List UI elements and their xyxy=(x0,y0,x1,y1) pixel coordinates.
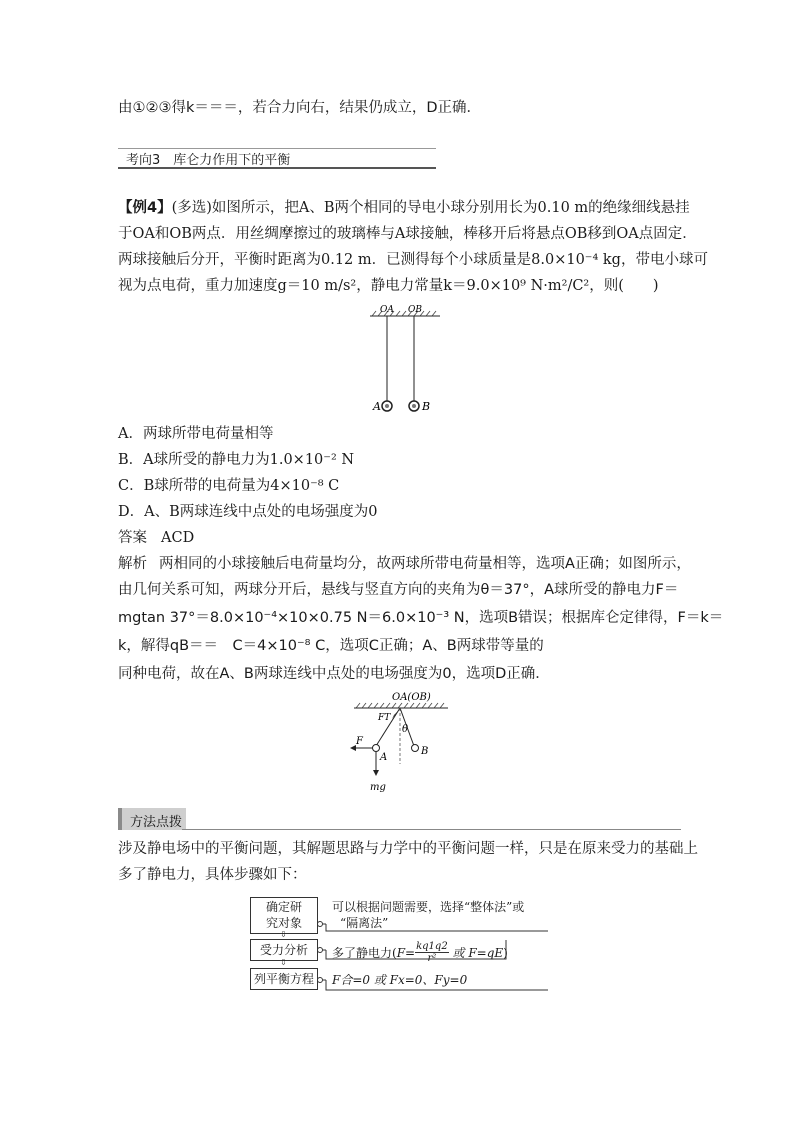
flow-chart xyxy=(250,897,548,993)
flow-step-equation: 列平衡方程 xyxy=(250,968,318,990)
flow-note-force-pre: 多了静电力 xyxy=(332,946,393,960)
flow-step-force-analysis: 受力分析 xyxy=(250,939,318,961)
figure-pendulum-1 xyxy=(360,302,450,416)
analysis-line-2: 由几何关系可知，两球分开后，悬线与竖直方向的夹角为θ＝37°，A球所受的静电力F＝ xyxy=(118,582,679,598)
answer-line xyxy=(118,528,194,548)
flow-down-arrow-1: ⇩ xyxy=(280,930,287,939)
flow-step-identify-line1: 确定研 xyxy=(265,900,302,914)
option-a: A．两球所带电荷量相等 xyxy=(118,426,274,442)
option-d: D．A、B两球连线中点处的电场强度为0 xyxy=(118,504,378,520)
flow-fraction-den: r² xyxy=(427,953,437,964)
example-line-4: 视为点电荷，重力加速度g＝10 m/s²，静电力常量k＝9.0×10⁹ N·m²/C²，则( ) xyxy=(118,278,659,294)
flow-note-identify-1: 可以根据问题需要，选择“整体法”或 xyxy=(332,900,525,914)
section-header xyxy=(118,148,436,170)
label-oa-ob: OA(OB) xyxy=(392,692,431,703)
section-title: 考向3 库仑力作用下的平衡 xyxy=(126,153,291,168)
analysis-text-1: 两相同的小球接触后电荷量均分，故两球所带电荷量相等，选项A正确；如图所示， xyxy=(159,556,691,572)
label-b: B xyxy=(422,400,431,413)
label-a: A xyxy=(373,400,381,413)
example-line-3: 两球接触后分开，平衡时距离为0.12 m．已测得每个小球质量是8.0×10⁻⁴ kg，带电小球可 xyxy=(118,252,708,268)
answer-value: ACD xyxy=(161,530,195,546)
figure-force-diagram xyxy=(340,688,460,796)
method-rule xyxy=(182,829,681,830)
example-line-1 xyxy=(118,198,690,218)
method-label: 方法点拨 xyxy=(130,815,183,830)
arrow-mg xyxy=(373,770,379,776)
analysis-label: 解析 xyxy=(118,556,147,572)
label-mg: mg xyxy=(370,782,386,793)
label-b-2: B xyxy=(421,746,429,757)
analysis-line-3: mgtan 37°＝8.0×10⁻⁴×10×0.75 N＝6.0×10⁻³ N，选项B错误；根据库仑定律得，F＝k＝ xyxy=(118,610,724,626)
label-theta: θ xyxy=(402,724,409,735)
example-line-2: 于OA和OB两点．用丝绸摩擦过的玻璃棒与A球接触，棒移开后将悬点OB移到OA点固定． xyxy=(118,226,697,242)
top-conclusion-line: 由①②③得k＝＝＝，若合力向右，结果仍成立，D正确． xyxy=(118,100,482,116)
label-a-2: A xyxy=(380,752,388,763)
label-f: F xyxy=(356,736,363,747)
flow-note-force-post: 或 F=qE xyxy=(452,946,504,960)
flow-note-equation: F合=0 或 Fx=0、Fy=0 xyxy=(332,973,468,987)
section-rule-bottom xyxy=(118,167,436,169)
label-ob: OB xyxy=(408,305,422,315)
label-oa: OA xyxy=(380,305,394,315)
method-header xyxy=(118,808,681,832)
flow-note-force: 多了静电力(F= $\frac{kq1q2}{\text{r²}}$ 或 F=qE) xyxy=(332,941,508,964)
label-ft: FT xyxy=(378,713,391,723)
answer-label: 答案 xyxy=(118,530,147,546)
flow-note-force-f: F= xyxy=(396,946,416,960)
option-b: B．A球所受的静电力为1.0×10⁻² N xyxy=(118,452,355,468)
analysis-line-4: k，解得qB＝＝ C＝4×10⁻⁸ C，选项C正确；A、B两球带等量的 xyxy=(118,638,544,654)
example-tag: 【例4】 xyxy=(118,200,172,216)
analysis-line-5: 同种电荷，故在A、B两球连线中点处的电场强度为0，选项D正确． xyxy=(118,666,550,682)
flow-step-identify-line2: 究对象 xyxy=(265,916,302,930)
method-paragraph-2: 多了静电力，具体步骤如下： xyxy=(118,867,307,883)
method-paragraph-1: 涉及静电场中的平衡问题，其解题思路与力学中的平衡问题一样，只是在原来受力的基础上 xyxy=(118,841,698,857)
analysis-line-1 xyxy=(118,554,691,574)
flow-fraction xyxy=(415,941,449,964)
example-text-1: (多选)如图所示，把A、B两个相同的导电小球分别用长为0.10 m的绝缘细线悬挂 xyxy=(171,200,690,216)
option-c: C．B球所带的电荷量为4×10⁻⁸ C xyxy=(118,478,340,494)
flow-down-arrow-2: ⇩ xyxy=(280,958,287,967)
ball-a-2 xyxy=(373,745,380,752)
flow-note-identify-2: “隔离法” xyxy=(340,916,389,930)
flow-fraction-num: kq1q2 xyxy=(416,941,448,952)
ball-b-2 xyxy=(412,745,419,752)
flow-step-identify xyxy=(250,897,318,934)
